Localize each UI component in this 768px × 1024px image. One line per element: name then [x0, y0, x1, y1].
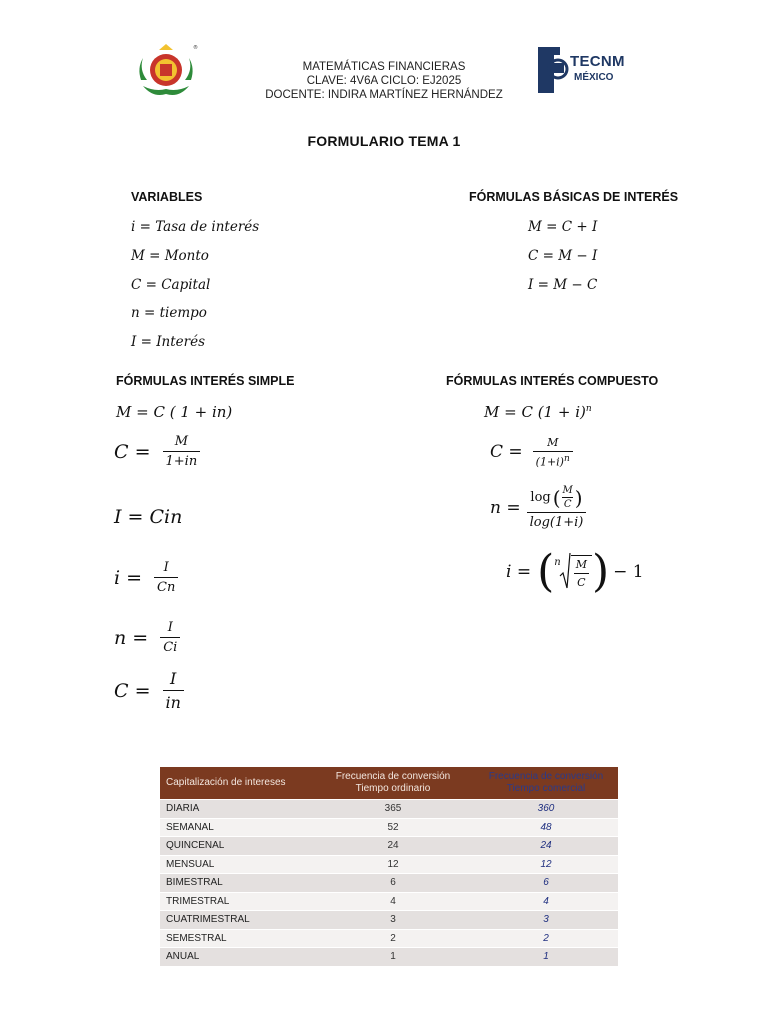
- table-row: [160, 818, 618, 837]
- variable-item: C = Capital: [131, 277, 211, 293]
- fraction: [163, 669, 184, 712]
- frequency-table: [160, 767, 618, 966]
- table-row: [160, 929, 618, 948]
- numerator: M: [174, 434, 188, 449]
- tecnm-emblem-icon: [536, 45, 572, 95]
- basic-formula: C = M − I: [528, 248, 598, 264]
- variables-heading: VARIABLES: [131, 190, 203, 204]
- period-cell: ANUAL: [160, 948, 312, 966]
- svg-text:®: ®: [193, 45, 198, 51]
- period-cell: CUATRIMESTRAL: [160, 911, 312, 930]
- variable-item: i = Tasa de interés: [131, 219, 260, 235]
- basic-formulas-heading: FÓRMULAS BÁSICAS DE INTERÉS: [469, 190, 679, 204]
- log-label: log: [530, 490, 551, 505]
- ordinary-frequency-cell: 3: [312, 911, 474, 930]
- numerator: I: [170, 669, 177, 688]
- formula-lhs: i =: [506, 562, 532, 582]
- formula-lhs: i =: [114, 566, 143, 589]
- numerator: M: [575, 558, 587, 571]
- formula-lhs: C =: [114, 679, 151, 702]
- ordinary-frequency-cell: 24: [312, 837, 474, 856]
- fraction: [571, 555, 592, 589]
- exponent: n: [563, 454, 570, 464]
- denominator: 1+in: [163, 451, 201, 469]
- fraction: [163, 434, 201, 469]
- commercial-frequency-cell: 1: [474, 948, 618, 966]
- basic-formula: I = M − C: [528, 277, 598, 293]
- simple-interest-heading: FÓRMULAS INTERÉS SIMPLE: [116, 374, 295, 388]
- table-row: [160, 948, 618, 966]
- period-cell: SEMESTRAL: [160, 929, 312, 948]
- table-row: [160, 874, 618, 893]
- numerator: I: [167, 620, 173, 635]
- simple-formula-time: [114, 620, 183, 655]
- variable-item: n = tiempo: [131, 305, 207, 321]
- commercial-frequency-cell: 3: [474, 911, 618, 930]
- formula-tail: − 1: [613, 562, 644, 582]
- commercial-frequency-cell: 4: [474, 892, 618, 911]
- fraction: [160, 620, 180, 655]
- compound-interest-heading: FÓRMULAS INTERÉS COMPUESTO: [446, 374, 659, 388]
- ordinary-frequency-cell: 1: [312, 948, 474, 966]
- fraction: [154, 560, 178, 595]
- variable-item: I = Interés: [131, 334, 206, 350]
- denominator: [533, 451, 573, 469]
- commercial-frequency-cell: 6: [474, 874, 618, 893]
- ordinary-frequency-cell: 2: [312, 929, 474, 948]
- denominator: C: [563, 499, 572, 510]
- denominator: log(1+i): [527, 512, 587, 530]
- formula-lhs: C =: [490, 442, 523, 463]
- period-cell: TRIMESTRAL: [160, 892, 312, 911]
- simple-formula-rate: [114, 560, 181, 595]
- compound-formula-time: [490, 485, 589, 530]
- simple-formula-interest: I = Cin: [114, 506, 183, 528]
- denominator-base: (1+i): [535, 455, 564, 469]
- numerator: I: [163, 560, 169, 575]
- column-header: Frecuencia de conversión Tiempo ordinario: [312, 767, 474, 800]
- institute-logo: [133, 42, 199, 98]
- period-cell: BIMESTRAL: [160, 874, 312, 893]
- course-name: MATEMÁTICAS FINANCIERAS: [302, 61, 466, 73]
- simple-formula-capital-alt: [114, 669, 187, 712]
- exponent: n: [585, 404, 592, 414]
- ordinary-frequency-cell: 365: [312, 800, 474, 819]
- ordinary-frequency-cell: 6: [312, 874, 474, 893]
- formula-lhs: n =: [490, 497, 521, 518]
- table-row: [160, 855, 618, 874]
- nth-root: [554, 552, 592, 592]
- period-cell: SEMANAL: [160, 818, 312, 837]
- ordinary-frequency-cell: 12: [312, 855, 474, 874]
- table-row: [160, 837, 618, 856]
- column-header: Frecuencia de conversión Tiempo comercial: [474, 767, 618, 800]
- table-header-row: [160, 767, 618, 800]
- table-row: [160, 892, 618, 911]
- course-header: [250, 60, 518, 102]
- numerator: M: [547, 436, 559, 449]
- commercial-frequency-cell: 24: [474, 837, 618, 856]
- denominator: in: [163, 690, 184, 712]
- denominator: Ci: [160, 637, 180, 655]
- compound-formula-capital: [490, 436, 576, 469]
- simple-formula-amount: M = C ( 1 + in): [116, 403, 233, 421]
- inner-fraction: [561, 485, 575, 510]
- tecnm-brand: TECNM: [570, 53, 625, 70]
- fraction: [527, 485, 587, 530]
- fraction: [533, 436, 573, 469]
- root-index: n: [554, 556, 561, 568]
- compound-formula-amount: [484, 403, 592, 421]
- formula-lhs: n =: [114, 626, 149, 649]
- variable-item: M = Monto: [131, 248, 209, 264]
- commercial-frequency-cell: 2: [474, 929, 618, 948]
- period-cell: QUINCENAL: [160, 837, 312, 856]
- course-code: CLAVE: 4V6A CICLO: EJ2025: [306, 75, 462, 87]
- table-row: [160, 800, 618, 819]
- ordinary-frequency-cell: 4: [312, 892, 474, 911]
- formula-body: M = C (1 + i): [484, 403, 586, 421]
- commercial-frequency-cell: 12: [474, 855, 618, 874]
- tecnm-logo: [536, 45, 626, 95]
- page-title: FORMULARIO TEMA 1: [307, 133, 461, 149]
- basic-formula: M = C + I: [528, 219, 598, 235]
- table-row: [160, 911, 618, 930]
- simple-formula-capital: [114, 434, 203, 469]
- commercial-frequency-cell: 360: [474, 800, 618, 819]
- column-header: Capitalización de intereses: [160, 767, 312, 800]
- period-cell: MENSUAL: [160, 855, 312, 874]
- compound-formula-rate: i = ( n $\frac{M}{C}$ ) − 1: [506, 546, 644, 597]
- numerator: log ( $\frac{M}{C}$ ): [530, 485, 583, 510]
- denominator: C: [574, 573, 588, 589]
- ordinary-frequency-cell: 52: [312, 818, 474, 837]
- numerator: M: [562, 485, 573, 496]
- period-cell: DIARIA: [160, 800, 312, 819]
- formula-lhs: C =: [114, 440, 151, 463]
- denominator: Cn: [154, 577, 178, 595]
- course-teacher: DOCENTE: INDIRA MARTÍNEZ HERNÁNDEZ: [265, 89, 503, 101]
- commercial-frequency-cell: 48: [474, 818, 618, 837]
- tecnm-country: MÉXICO: [574, 72, 614, 83]
